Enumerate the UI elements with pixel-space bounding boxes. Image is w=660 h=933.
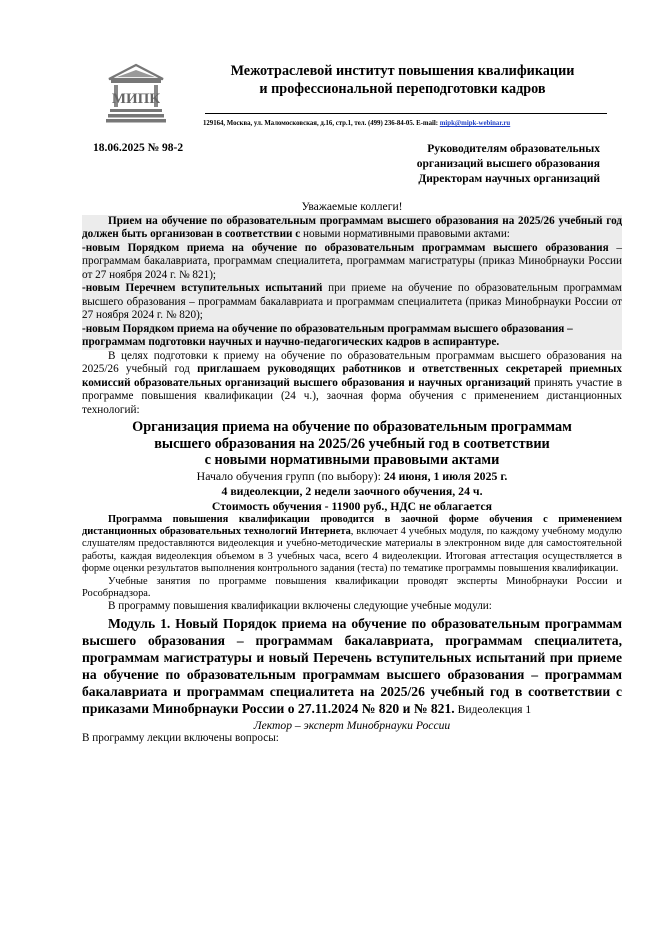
- start-dates: 24 июня, 1 июля 2025 г.: [383, 468, 508, 483]
- lector: Лектор – эксперт Минобрнауки России: [253, 718, 451, 732]
- header-divider: [205, 113, 607, 114]
- program-description: [82, 514, 622, 576]
- experts-paragraph: Учебные занятия по программе повышения квалификации проводят эксперты Минобрнауки России и Рособрнадзора.: [82, 575, 622, 599]
- act-item: [82, 282, 622, 323]
- institute-address: [203, 120, 623, 127]
- act-title: -новым Порядком приема на обучение по образовательным программам высшего образования: [82, 241, 609, 254]
- address-text: 129164, Москва, ул. Маломосковская, д.16, стр.1, тел. (499) 236-84-05. E-mail:: [203, 120, 440, 127]
- institute-name: [175, 62, 630, 98]
- invite-paragraph: [82, 350, 622, 418]
- invite-bold: приглашаем руководящих работников и ответственных секретарей приемных комиссий образовательных организаций высшего образования и научных организаций: [82, 363, 622, 389]
- start-label: Начало обучения групп (по выбору):: [196, 468, 384, 483]
- addressees: [370, 142, 600, 187]
- program-cost: Стоимость обучения - 11900 руб., НДС не облагается: [211, 498, 493, 513]
- act-title: -новым Порядком приема на обучение по образовательным программам высшего образования – программам подготовки научных и научно-педагогических кадров в аспирантуре.: [82, 322, 573, 348]
- program-start: [82, 469, 622, 484]
- module-1-lecture: Видеолекция 1: [454, 702, 532, 716]
- act-text: при приеме на обучение по образовательным программам высшего образования – программам бакалавриата и программам специалитета (приказ Минобрнауки России от 27 ноября 2024 г. № 820);: [82, 282, 622, 321]
- intro-paragraph: [82, 215, 622, 242]
- letter-body: [82, 200, 622, 746]
- description-bold: Программа повышения квалификации проводится в заочной форме обучения с применением дистанционных образовательных технологий Интернета: [82, 513, 622, 537]
- letter-number: 18.06.2025 № 98-2: [93, 142, 184, 154]
- addressee-line: организаций высшего образования: [416, 158, 600, 170]
- intro-rest: новыми нормативными правовыми актами:: [300, 228, 510, 240]
- addressee-line: Директорам научных организаций: [418, 173, 600, 185]
- description-text: , включает 4 учебных модуля, по каждому учебному модулю слушателям предоставляются видеолекция и учебно-методические материалы в электронном виде для самостоятельной работы, каждая видеолекция объемом в 3 учебных часа, всего 4 видеолекции. Итоговая аттестация осуществляется в форме оценки результатов выполнения контрольного задания (теста) по тематике программы повышения квалификации.: [82, 525, 622, 575]
- questions-intro: В программу лекции включены вопросы:: [82, 732, 279, 745]
- module-1: [82, 615, 622, 718]
- institute-logo-icon: [105, 62, 167, 124]
- module-1-title: Модуль 1. Новый Порядок приема на обучение по образовательным программам высшего образования – программам бакалавриата, программам специалитета, программам магистратуры и новый Перечень вступительных испытаний при приеме на обучение по образовательным программам высшего образования – программам бакалавриата и программам специалитета на 2025/26 учебный год в соответствии с приказами Минобрнауки России о 27.11.2024 № 820 и № 821.: [82, 615, 622, 716]
- program-title-line: высшего образования на 2025/26 учебный год в соответствии: [154, 435, 550, 452]
- act-item: [82, 242, 622, 283]
- program-title: [82, 419, 622, 469]
- email-link[interactable]: mipk@mipk-webinar.ru: [439, 120, 511, 127]
- program-title-line: с новыми нормативными правовыми актами: [204, 452, 500, 468]
- act-title: -новым Перечнем вступительных испытаний: [82, 282, 323, 294]
- act-text: – программам бакалавриата, программам специалитета, программам магистратуры (приказ Минобрнауки России от 27 ноября 2024 г. № 821);: [82, 241, 623, 281]
- institute-name-line2: и профессиональной переподготовки кадров: [259, 81, 546, 97]
- addressee-line: Руководителям образовательных: [427, 143, 600, 155]
- institute-name-line1: Межотраслевой институт повышения квалификации: [230, 63, 575, 79]
- program-format: 4 видеолекции, 2 недели заочного обучения, 24 ч.: [221, 483, 483, 498]
- act-item: [82, 323, 622, 350]
- logo-text: МИПК: [111, 91, 161, 107]
- invite-text: принять участие в программе повышения квалификации (24 ч.), заочная форма обучения с применением дистанционных технологий:: [82, 376, 622, 416]
- greeting: Уважаемые коллеги!: [301, 200, 403, 213]
- program-title-line: Организация приема на обучение по образовательным программам: [132, 419, 572, 435]
- invite-text: В целях подготовки к приему на обучение по образовательным программам высшего образования на 2025/26 учебный год: [82, 349, 622, 375]
- modules-intro: В программу повышения квалификации включены следующие учебные модули:: [108, 600, 492, 613]
- intro-bold: Прием на обучение по образовательным программам высшего образования на 2025/26 учебный год должен быть организован в соответствии с: [82, 214, 622, 240]
